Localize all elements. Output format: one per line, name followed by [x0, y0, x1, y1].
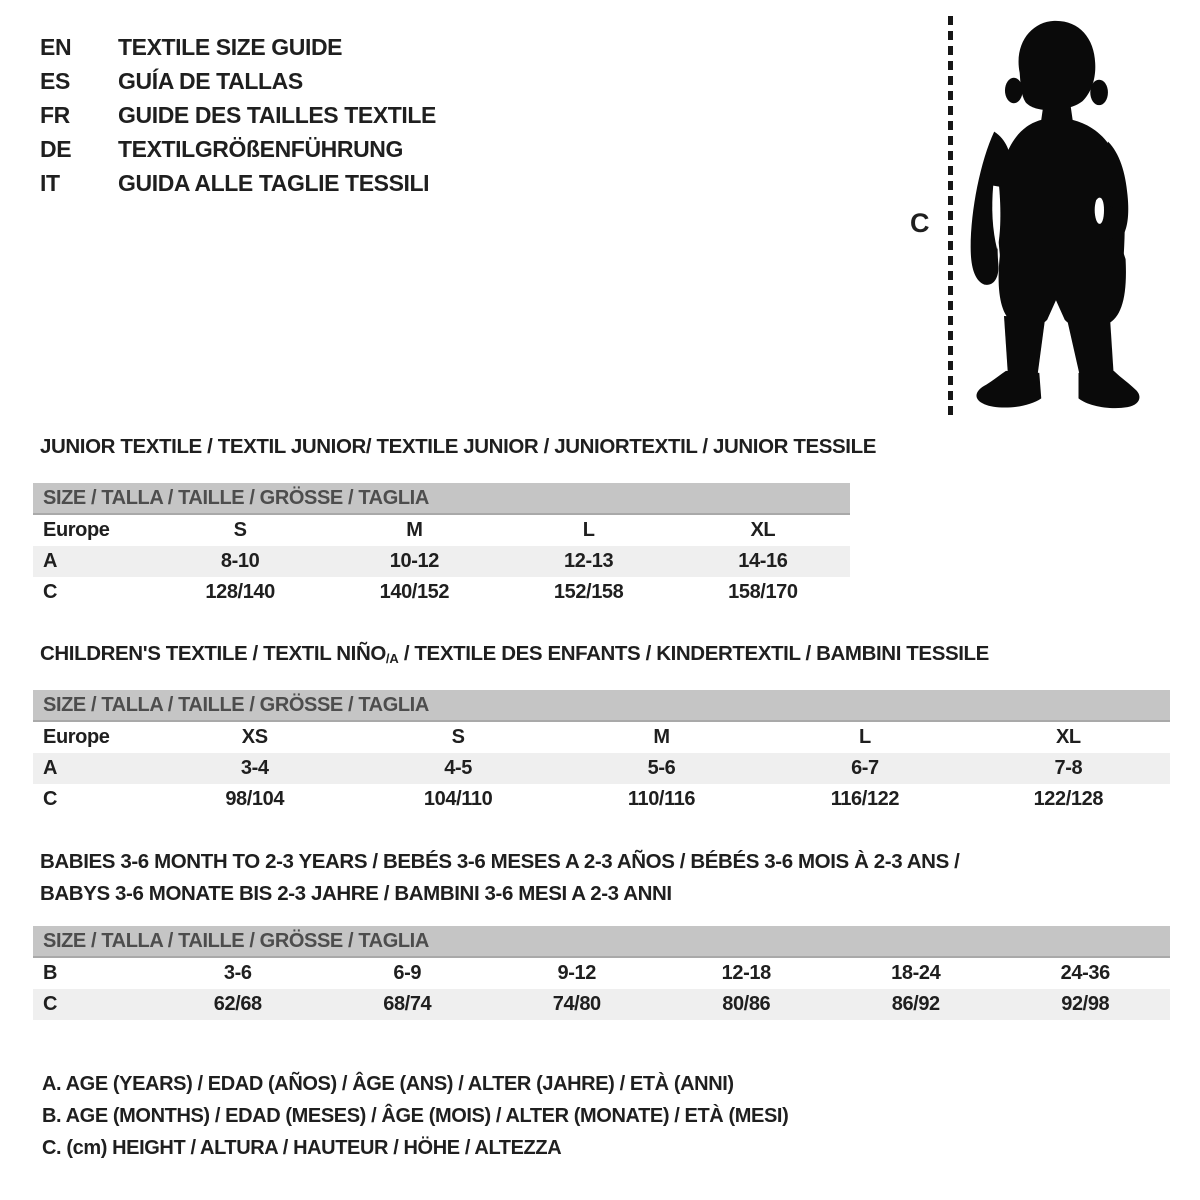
- age-cell: 14-16: [738, 550, 788, 572]
- legend-age-years: A. AGE (YEARS) / EDAD (AÑOS) / ÂGE (ANS) / ALTER (JAHRE) / ETÀ (ANNI): [42, 1073, 734, 1095]
- age-cell: 10-12: [389, 550, 439, 572]
- height-cell: 86/92: [891, 993, 940, 1015]
- children-title-subscript: /A: [385, 651, 399, 666]
- height-cell: 92/98: [1061, 993, 1110, 1015]
- language-title: GUIDA ALLE TAGLIE TESSILI: [118, 170, 430, 196]
- height-cell: 128/140: [205, 581, 275, 603]
- height-cell: 74/80: [552, 993, 601, 1015]
- row-label: C: [43, 993, 58, 1015]
- age-cell: 12-18: [721, 962, 771, 984]
- size-cell: XL: [1055, 726, 1081, 748]
- age-cell: 6-9: [393, 962, 422, 984]
- size-cell: XL: [750, 519, 776, 541]
- size-header-bar: SIZE / TALLA / TAILLE / GRÖSSE / TAGLIA: [33, 690, 1170, 722]
- size-cell: M: [653, 726, 670, 748]
- language-row: [40, 98, 436, 132]
- language-row: [40, 132, 436, 166]
- height-cell: 116/122: [830, 788, 900, 810]
- row-label: C: [43, 581, 58, 603]
- height-cell: 110/116: [627, 788, 696, 810]
- language-title-block: [40, 30, 436, 200]
- language-title: TEXTILGRÖßENFÜHRUNG: [118, 136, 403, 162]
- table-row-height-cm: [33, 989, 1170, 1020]
- height-cell: 158/170: [728, 581, 798, 603]
- row-label: C: [43, 788, 58, 810]
- age-cell: 5-6: [647, 757, 676, 779]
- age-cell: 3-6: [223, 962, 252, 984]
- babies-title-line2: BABYS 3-6 MONATE BIS 2-3 JAHRE / BAMBINI 3-6 MESI A 2-3 ANNI: [40, 882, 672, 905]
- size-cell: XS: [241, 726, 268, 748]
- height-cell: 62/68: [213, 993, 262, 1015]
- children-section-title: [40, 641, 989, 672]
- babies-title-line1: BABIES 3-6 MONTH TO 2-3 YEARS / BEBÉS 3-6 MESES A 2-3 AÑOS / BÉBÉS 3-6 MOIS À 2-3 ANS /: [40, 850, 960, 873]
- junior-size-table: [33, 483, 850, 608]
- row-label: Europe: [43, 519, 110, 541]
- size-cell: L: [582, 519, 595, 541]
- table-row-europe: [33, 722, 1170, 753]
- junior-section-title: JUNIOR TEXTILE / TEXTIL JUNIOR/ TEXTILE JUNIOR / JUNIORTEXTIL / JUNIOR TESSILE: [40, 435, 876, 458]
- height-cell: 140/152: [379, 581, 450, 603]
- row-label: Europe: [43, 726, 110, 748]
- legend-block: [42, 1068, 788, 1164]
- height-cell: 104/110: [423, 788, 493, 810]
- height-measure-label: C: [910, 208, 930, 238]
- babies-section-title: [40, 846, 959, 910]
- language-code: FR: [40, 102, 70, 128]
- language-code: ES: [40, 68, 70, 94]
- legend-height-cm: C. (cm) HEIGHT / ALTURA / HAUTEUR / HÖHE / ALTEZZA: [42, 1137, 562, 1159]
- age-cell: 6-7: [851, 757, 879, 779]
- age-cell: 7-8: [1054, 757, 1083, 779]
- legend-age-months: B. AGE (MONTHS) / EDAD (MESES) / ÂGE (MOIS) / ALTER (MONATE) / ETÀ (MESI): [42, 1105, 789, 1127]
- language-row: [40, 64, 436, 98]
- size-header-bar: SIZE / TALLA / TAILLE / GRÖSSE / TAGLIA: [33, 483, 850, 515]
- age-cell: 9-12: [557, 962, 596, 984]
- height-cell: 98/104: [225, 788, 285, 810]
- age-cell: 12-13: [564, 550, 614, 572]
- children-title-post: / TEXTILE DES ENFANTS / KINDERTEXTIL / BAMBINI TESSILE: [398, 642, 989, 665]
- height-measure-dashed-line: [948, 16, 953, 416]
- row-label: A: [43, 550, 58, 572]
- table-row-age-months: [33, 958, 1170, 989]
- age-cell: 3-4: [240, 757, 269, 779]
- language-title: TEXTILE SIZE GUIDE: [118, 34, 343, 60]
- height-cell: 68/74: [383, 993, 432, 1015]
- row-label: A: [43, 757, 58, 779]
- age-cell: 24-36: [1060, 962, 1110, 984]
- size-cell: L: [859, 726, 871, 748]
- language-title: GUÍA DE TALLAS: [118, 68, 303, 94]
- language-row: [40, 30, 436, 64]
- language-code: EN: [40, 34, 72, 60]
- table-row-age-years: [33, 546, 850, 577]
- size-header-bar: SIZE / TALLA / TAILLE / GRÖSSE / TAGLIA: [33, 926, 1170, 958]
- table-row-age-years: [33, 753, 1170, 784]
- language-code: IT: [40, 170, 60, 196]
- row-label: B: [43, 962, 58, 984]
- children-size-table: [33, 690, 1170, 815]
- age-cell: 8-10: [220, 550, 260, 572]
- height-cell: 122/128: [1033, 788, 1104, 810]
- age-cell: 4-5: [444, 757, 472, 779]
- toddler-silhouette-icon: [958, 14, 1150, 416]
- language-code: DE: [40, 136, 72, 162]
- language-row: [40, 166, 436, 200]
- children-title-pre: CHILDREN'S TEXTILE / TEXTIL NIÑO: [40, 642, 386, 665]
- size-cell: S: [233, 519, 247, 541]
- size-cell: M: [406, 519, 423, 541]
- height-cell: 80/86: [722, 993, 771, 1015]
- table-row-height-cm: [33, 784, 1170, 815]
- table-row-height-cm: [33, 577, 850, 608]
- age-cell: 18-24: [891, 962, 941, 984]
- table-row-europe: [33, 515, 850, 546]
- size-cell: S: [451, 726, 465, 748]
- babies-size-table: [33, 926, 1170, 1020]
- language-title: GUIDE DES TAILLES TEXTILE: [118, 102, 436, 128]
- height-cell: 152/158: [553, 581, 624, 603]
